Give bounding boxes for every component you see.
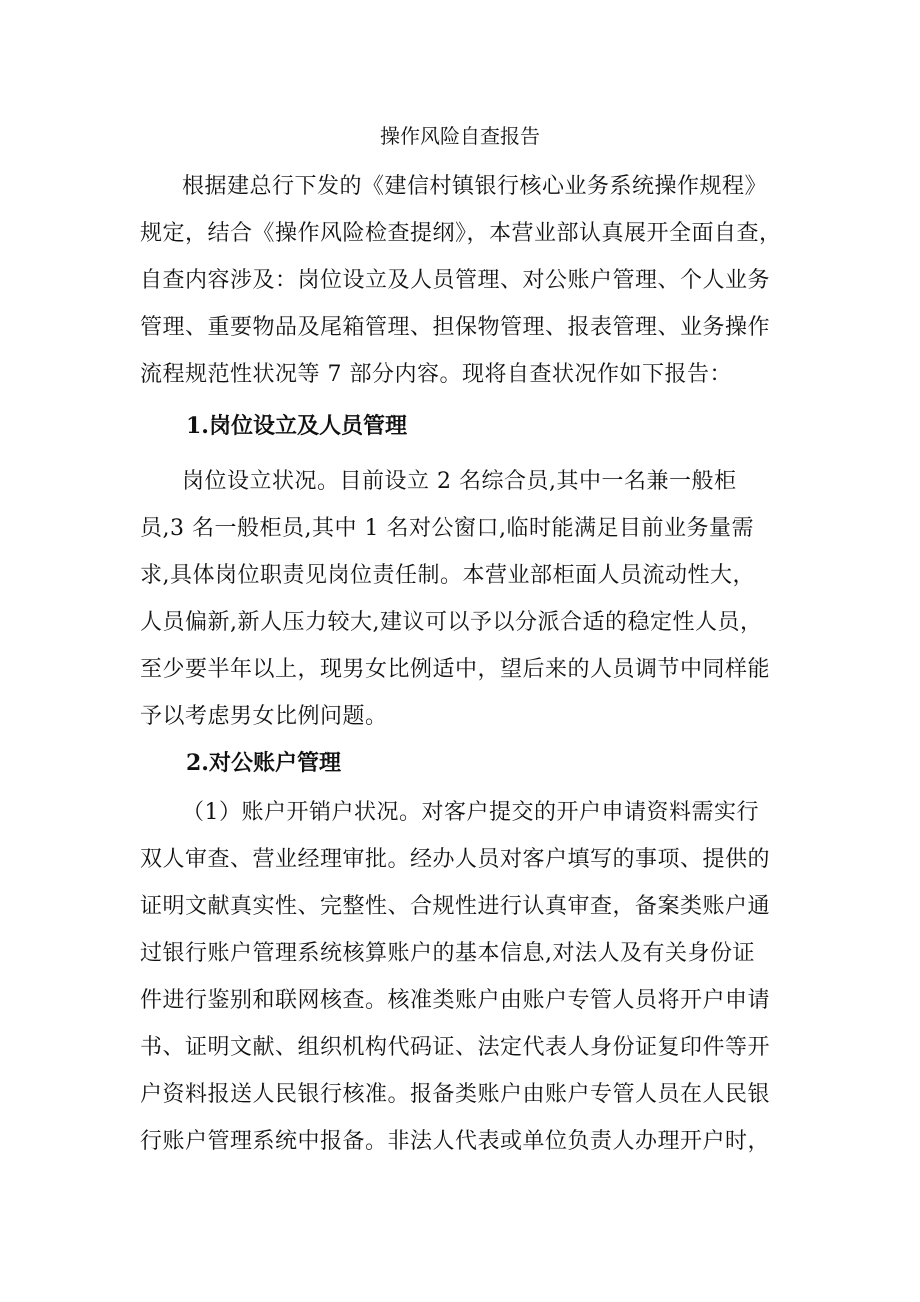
paragraph-line: 流程规范性状况等 7 部分内容。现将自查状况作如下报告： (140, 362, 732, 387)
section1-paragraph (140, 458, 780, 740)
section-heading-2: 2.对公账户管理 (186, 750, 341, 776)
paragraph-line: 员,3 名一般柜员,其中 1 名对公窗口,临时能满足目前业务量需 (140, 516, 754, 541)
section-heading-1: 1.岗位设立及人员管理 (186, 413, 407, 439)
paragraph-line: （1）账户开销户状况。对客户提交的开户申请资料需实行 (182, 800, 759, 825)
document-title: 操作风险自查报告 (380, 124, 540, 148)
paragraph-line: 双人审查、营业经理审批。经办人员对客户填写的事项、提供的 (140, 847, 771, 872)
section2-paragraph (140, 789, 780, 1165)
paragraph-line: 岗位设立状况。目前设立 2 名综合员,其中一名兼一般柜 (182, 469, 737, 494)
paragraph-line: 户资料报送人民银行核准。报备类账户由账户专管人员在人民银 (140, 1082, 771, 1107)
paragraph-line: 予以考虑男女比例问题。 (140, 704, 388, 729)
paragraph-line: 过银行账户管理系统核算账户的基本信息,对法人及有关身份证 (140, 941, 755, 966)
paragraph-line: 自查内容涉及：岗位设立及人员管理、对公账户管理、个人业务 (140, 268, 771, 293)
paragraph-line: 书、证明文献、组织机构代码证、法定代表人身份证复印件等开 (140, 1035, 771, 1060)
paragraph-line: 根据建总行下发的《建信村镇银行核心业务系统操作规程》 (182, 174, 768, 199)
paragraph-line: 管理、重要物品及尾箱管理、担保物管理、报表管理、业务操作 (140, 315, 771, 340)
paragraph-line: 件进行鉴别和联网核查。核准类账户由账户专管人员将开户申请 (140, 988, 771, 1013)
paragraph-line: 行账户管理系统中报备。非法人代表或单位负责人办理开户时， (140, 1129, 771, 1154)
paragraph-line: 人员偏新,新人压力较大,建议可以予以分派合适的稳定性人员， (140, 610, 763, 635)
paragraph-line: 求,具体岗位职责见岗位责任制。本营业部柜面人员流动性大， (140, 563, 755, 588)
intro-paragraph (140, 163, 780, 398)
paragraph-line: 至少要半年以上，现男女比例适中，望后来的人员调节中同样能 (140, 657, 771, 682)
paragraph-line: 证明文献真实性、完整性、合规性进行认真审查，备案类账户通 (140, 894, 771, 919)
paragraph-line: 规定，结合《操作风险检查提纲》，本营业部认真展开全面自查， (140, 221, 782, 246)
